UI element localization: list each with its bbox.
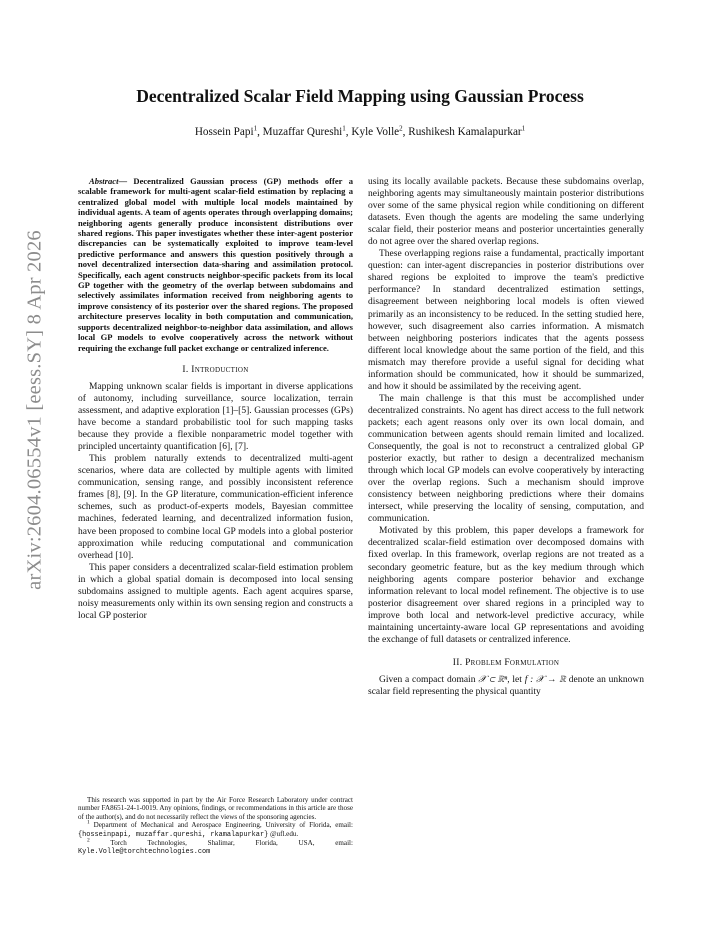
section-title: Introduction bbox=[191, 364, 249, 375]
paragraph-text: , let bbox=[507, 674, 525, 685]
right-column bbox=[368, 176, 644, 698]
footnote-affiliation-2 bbox=[78, 839, 353, 857]
math-function: f : 𝒳 → ℝ bbox=[524, 674, 567, 685]
math-domain: 𝒳 ⊂ ℝⁿ bbox=[478, 674, 508, 685]
abstract-text: Decentralized Gaussian process (GP) methods offer a scalable framework for multi-agent scalar-field estimation by replacing a centralized global model with multiple local models maintained by individual agents. A team of agents operates through overlapping domains; neighboring agents generally produce inconsistent distributions over shared regions. This paper investigates whether these inter-agent posterior discrepancies can be systematically exploited to improve team-level predictive performance and answers this question positively through a novel decentralized intersection data-sharing and assimilation protocol. Specifically, each agent constructs neighbor-specific packets from its local GP together with the geometry of the overlap between subdomains and selectively assimilates information received from neighboring agents to improve consistency of its posterior over the shared regions. The proposed architecture preserves locality in both computation and communication, supports decentralized neighbor-to-neighbor data assimilation, and allows local GP models to evolve cooperatively across the network without requiring the exchange full packet exchange or centralized inference. bbox=[78, 176, 353, 353]
paragraph-text: denote an unknown scalar field representing the physical quantity bbox=[368, 674, 645, 697]
footnote-funding: This research was supported in part by the Air Force Research Laboratory under contract number FA8651-24-1-0019. Any opinions, findings, or recommendations in this article are those of the author(s), and do not necessarily reflect the views of the sponsoring agencies. bbox=[78, 796, 353, 821]
section-heading-introduction bbox=[78, 364, 353, 376]
author-affiliation-mark: 1 bbox=[253, 124, 258, 133]
section-number: II. bbox=[452, 657, 463, 668]
author-affiliation-mark: 1 bbox=[342, 124, 346, 133]
body-paragraph: The main challenge is that this must be accomplished under decentralized constraints. No agent has direct access to the full network packets; each agent reasons only over its own local domain, and communication between agents should remain limited and localized. Consequently, the goal is not to reconstruct a centralized global GP posterior exactly, but rather to design a decentralized mechanism through which local GP models can evolve cooperatively by interacting over the overlap regions. Such a mechanism should improve consistency between neighboring predictions where their domains intersect, while preserving the locality of sensing, computation, and communication. bbox=[368, 393, 644, 525]
abstract-label: Abstract bbox=[89, 176, 119, 186]
section-heading-problem-formulation bbox=[368, 657, 644, 669]
abstract: Abstract— Decentralized Gaussian process (GP) methods offer a scalable framework for multi-agent scalar-field estimation by replacing a centralized global model with multiple local models maintained by individual agents. A team of agents operates through overlapping domains; neighboring agents generally produce inconsistent distributions over shared regions. This paper investigates whether these inter-agent posterior discrepancies can be systematically exploited to improve team-level predictive performance and answers this question positively through a novel decentralized intersection data-sharing and assimilation protocol. Specifically, each agent constructs neighbor-specific packets from its local GP together with the geometry of the overlap between subdomains and selectively assimilates information received from neighboring agents to improve consistency of its posterior over the shared regions. The proposed architecture preserves locality in both computation and communication, supports decentralized neighbor-to-neighbor data assimilation, and allows local GP models to evolve cooperatively across the network without requiring the exchange full packet exchange or centralized inference. bbox=[78, 176, 353, 353]
footnotes bbox=[78, 796, 353, 857]
section-number: I. bbox=[182, 364, 189, 375]
author-list: Hossein Papi$^1$, Muzaffar Qureshi$^1$, Kyle Volle$^2$, Rushikesh Kamalapurkar$^1$ bbox=[194, 124, 526, 138]
footnote-text: Department of Mechanical and Aerospace Engineering, University of Florida, email: bbox=[93, 821, 353, 830]
paragraph-text: Given a compact domain bbox=[379, 674, 479, 685]
body-paragraph: These overlapping regions raise a fundamental, practically important question: can inter-agent discrepancies in posterior distributions over shared regions be exploited to improve the team's predictive performance? In standard decentralized estimation settings, disagreement between neighboring local models is often viewed primarily as an inconsistency to be reduced. In the setting studied here, however, such disagreement also carries information. A mismatch between neighboring posteriors indicates that the agents possess different local knowledge about the same portion of the field, and this mismatch may therefore provide a useful signal for deciding what information should be communicated, how it should be summarized, and how it should be assimilated by the receiving agent. bbox=[368, 249, 644, 392]
body-paragraph: Mapping unknown scalar fields is important in diverse applications of autonomy, including surveillance, source localization, terrain assessment, and adaptive exploration [1]–[5]. Gaussian processes (GPs) have become a standard probabilistic tool for such mapping tasks because they provide a flexible nonparametric model together with principled uncertainty quantification [6], [7]. bbox=[78, 381, 353, 453]
footnote-mark: 1 bbox=[87, 819, 90, 826]
body-paragraph: This problem naturally extends to decentralized multi-agent scenarios, where data are collected by multiple agents with limited communication, sensing range, and possibly inconsistent reference frames [8], [9]. In the GP literature, communication-efficient inference schemes, such as product-of-experts models, Bayesian committee machines, federated learning, and decentralized information fusion, have been proposed to combine local GP models into a global posterior approximation while reducing computational and communication overhead [10]. bbox=[78, 454, 353, 561]
body-paragraph bbox=[368, 674, 644, 698]
body-paragraph: Motivated by this problem, this paper develops a framework for decentralized scalar-field estimation over decomposed domains with fixed overlap. In this framework, overlap regions are not treated as a secondary geometric feature, but as the key medium through which neighboring agents compare posterior behavior and exchange information relevant to local model refinement. The objective is to use posterior disagreement over shared regions in a principled way to improve both local and network-level predictive accuracy, while maintaining uncertainty-aware local GP representations and avoiding the exchange of full datasets or centralized inference. bbox=[368, 526, 644, 645]
author: Kyle Volle bbox=[351, 126, 400, 138]
left-column bbox=[78, 176, 353, 622]
footnote-email-domain: @ufl.edu. bbox=[270, 829, 299, 838]
footnote-email: Kyle.Volle@torchtechnologies.com bbox=[78, 848, 211, 857]
author: Muzaffar Qureshi bbox=[262, 126, 343, 138]
section-title: Problem Formulation bbox=[465, 657, 560, 668]
footnote-email: {hosseinpapi, muzaffar.qureshi, rkamalapurkar} bbox=[78, 830, 269, 839]
paper-title: Decentralized Scalar Field Mapping using Gaussian Process bbox=[136, 86, 584, 106]
body-paragraph: using its locally available packets. Because these subdomains overlap, neighboring agents may simultaneously maintain posterior distributions over some of the same physical region while conditioning on different datasets. Even though the agents are modeling the same underlying scalar field, their posterior means and posterior uncertainties generally do not agree over the shared overlap regions. bbox=[368, 177, 644, 248]
author: Hossein Papi bbox=[194, 126, 254, 138]
arxiv-stamp-text: arXiv:2604.06554v1 [eess.SY] 8 Apr 2026 bbox=[23, 230, 46, 590]
footnote-affiliation-1 bbox=[78, 821, 353, 839]
footnote-text: Torch Technologies, Shalimar, Florida, USA, email: bbox=[110, 839, 353, 848]
author-affiliation-mark: 1 bbox=[521, 124, 526, 133]
footnote-mark: 2 bbox=[87, 837, 90, 844]
author: Rushikesh Kamalapurkar bbox=[408, 126, 522, 138]
body-paragraph: This paper considers a decentralized scalar-field estimation problem in which a global spatial domain is decomposed into local sensing subdomains assigned to multiple agents. Each agent acquires sparse, noisy measurements only within its own sensing region and constructs a local GP posterior bbox=[78, 562, 353, 621]
arxiv-stamp bbox=[10, 175, 60, 645]
author-affiliation-mark: 2 bbox=[399, 124, 403, 133]
